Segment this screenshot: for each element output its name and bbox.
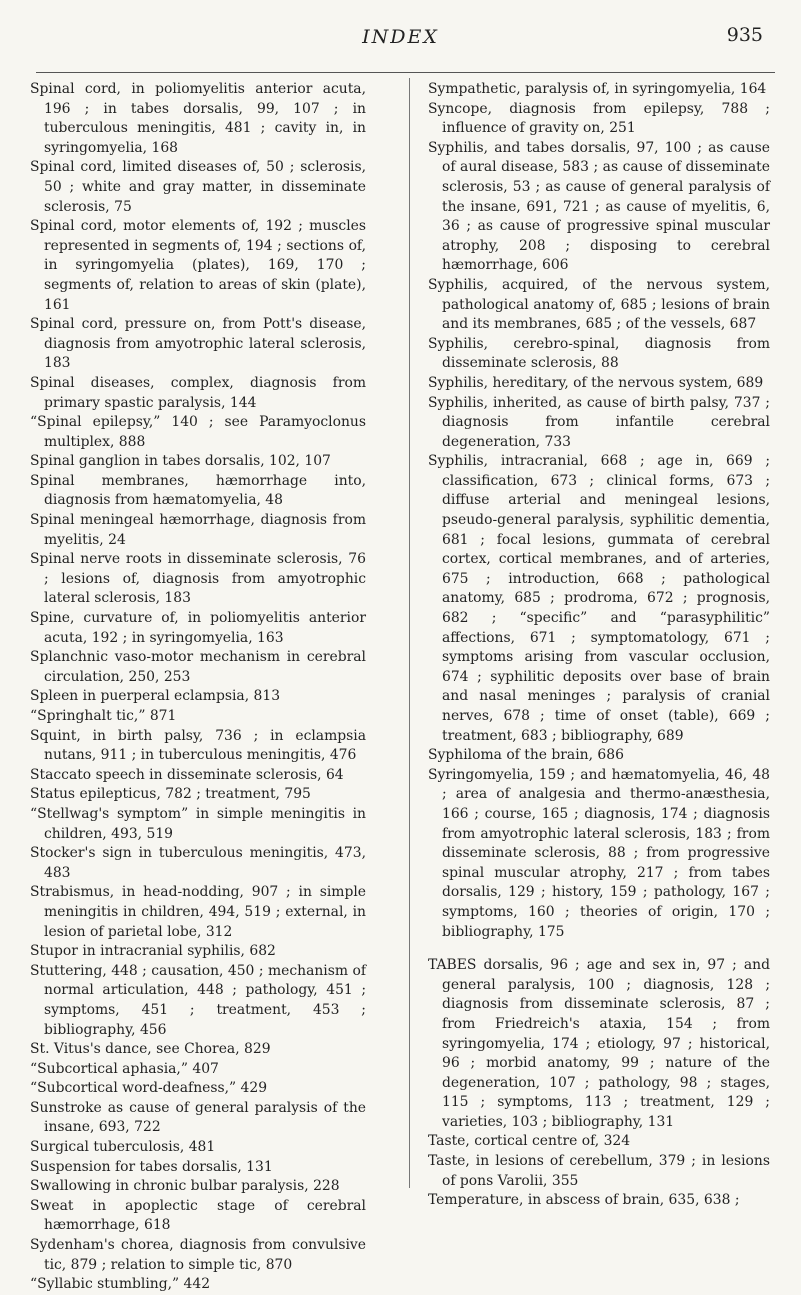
index-entry: TABES dorsalis, 96 ; age and sex in, 97 ; and general paralysis, 100 ; diagnosis, 128 ; diagnosis from disseminate sclerosis, 87 ; from Friedreich's ataxia, 154 ; from syringomyelia, 174 ; etiology, 97 ; historical, 96 ; morbid anatomy, 99 ; nature of the degeneration, 107 ; pathology, 98 ; stages, 115 ; symptoms, 113 ; treatment, 129 ; varieties, 103 ; bibliography, 131	[428, 957, 770, 1130]
index-entry: Spinal cord, in poliomyelitis anterior acuta, 196 ; in tabes dorsalis, 99, 107 ; in tuberculous meningitis, 481 ; cavity in, in syringomyelia, 168	[30, 81, 366, 156]
index-entry: Syphiloma of the brain, 686	[428, 747, 624, 764]
index-entry: Sunstroke as cause of general paralysis of the insane, 693, 722	[30, 1099, 366, 1136]
index-entry: Taste, cortical centre of, 324	[428, 1133, 631, 1150]
index-entry: Temperature, in abscess of brain, 635, 638 ;	[428, 1192, 740, 1209]
page-header	[20, 20, 781, 60]
index-entry: Syncope, diagnosis from epilepsy, 788 ; influence of gravity on, 251	[428, 100, 770, 137]
index-entry: “Syllabic stumbling,” 442	[30, 1276, 211, 1293]
index-entry: “Springhalt tic,” 871	[30, 708, 177, 724]
index-entry: Syphilis, intracranial, 668 ; age in, 669 ; classification, 673 ; clinical forms, 673 ; diffuse arterial and meningeal lesions, pseudo-general paralysis, syphilitic dementia, 681 ; focal lesions, gummata of cerebral cortex, cortical membranes, and of arteries, 675 ; introduction, 668 ; pathological anatomy, 685 ; prodroma, 672 ; prognosis, 682 ; “specific” and “parasyphilitic” affections, 671 ; symptomatology, 671 ; symptoms arising from vascular occlusion, 674 ; syphilitic deposits over base of brain and nasal meninges ; paralysis of cranial nerves, 678 ; time of onset (table), 669 ; treatment, 683 ; bibliography, 689	[428, 453, 770, 744]
index-entry: Spine, curvature of, in poliomyelitis anterior acuta, 192 ; in syringomyelia, 163	[30, 610, 366, 646]
index-entry: Syphilis, hereditary, of the nervous system, 689	[428, 374, 764, 391]
index-entry: Taste, in lesions of cerebellum, 379 ; in lesions of pons Varolii, 355	[428, 1153, 770, 1189]
index-entry: Spinal cord, motor elements of, 192 ; muscles represented in segments of, 194 ; sections of, in syringomyelia (plates), 169, 170 ; segments of, relation to areas of skin (plate), 161	[30, 218, 366, 313]
index-entry: “Subcortical word-deafness,” 429	[30, 1080, 268, 1097]
index-entry: Sympathetic, paralysis of, in syringomyelia, 164	[428, 81, 767, 97]
index-entry: Spinal cord, pressure on, from Pott's disease, diagnosis from amyotrophic lateral sclerosis, 183	[30, 316, 366, 372]
index-entry: Syringomyelia, 159 ; and hæmatomyelia, 46, 48 ; area of analgesia and thermo-anæsthesia, 166 ; course, 165 ; diagnosis, 174 ; diagnosis from amyotrophic lateral sclerosis, 183 ; from disseminate sclerosis, 88 ; from progressive spinal muscular atrophy, 217 ; from tabes dorsalis, 129 ; history, 159 ; pathology, 167 ; symptoms, 160 ; theories of origin, 170 ; bibliography, 175	[428, 766, 770, 940]
index-entry: Syphilis, inherited, as cause of birth palsy, 737 ; diagnosis from infantile cerebral degeneration, 733	[428, 394, 770, 450]
index-entry: Syphilis, and tabes dorsalis, 97, 100 ; as cause of aural disease, 583 ; as cause of disseminate sclerosis, 53 ; as cause of general paralysis of the insane, 691, 721 ; as cause of myelitis, 6, 36 ; as cause of progressive spinal muscular atrophy, 208 ; disposing to cerebral hæmorrhage, 606	[428, 139, 770, 274]
index-entry: Spinal membranes, hæmorrhage into, diagnosis from hæmatomyelia, 48	[30, 472, 366, 509]
index-entry: Syphilis, acquired, of the nervous system, pathological anatomy of, 685 ; lesions of brain and its membranes, 685 ; of the vessels, 687	[428, 276, 770, 333]
index-entry: Spinal cord, limited diseases of, 50 ; sclerosis, 50 ; white and gray matter, in disseminate sclerosis, 75	[30, 159, 366, 215]
index-entry: Stupor in intracranial syphilis, 682	[30, 943, 276, 960]
index-column-right	[428, 80, 770, 1211]
index-entry: Spinal diseases, complex, diagnosis from primary spastic paralysis, 144	[30, 374, 366, 411]
index-entry: “Stellwag's symptom” in simple meningitis in children, 493, 519	[30, 805, 366, 842]
index-entry: Syphilis, cerebro-spinal, diagnosis from disseminate sclerosis, 88	[428, 335, 770, 372]
index-entry: Swallowing in chronic bulbar paralysis, 228	[30, 1178, 340, 1195]
index-entry: Sweat in apoplectic stage of cerebral hæmorrhage, 618	[30, 1197, 366, 1234]
index-entry: Stocker's sign in tuberculous meningitis, 473, 483	[30, 845, 366, 881]
index-entry: “Spinal epilepsy,” 140 ; see Paramyoclonus multiplex, 888	[30, 414, 366, 450]
index-entry: Suspension for tabes dorsalis, 131	[30, 1158, 273, 1175]
index-entry: Surgical tuberculosis, 481	[30, 1139, 216, 1156]
index-entry: Spinal nerve roots in disseminate sclerosis, 76 ; lesions of, diagnosis from amyotrophic lateral sclerosis, 183	[30, 551, 366, 607]
index-column-left	[30, 80, 366, 1295]
index-entry: Sydenham's chorea, diagnosis from convulsive tic, 879 ; relation to simple tic, 870	[30, 1237, 366, 1273]
index-entry: Staccato speech in disseminate sclerosis, 64	[30, 766, 344, 783]
index-entry: Stuttering, 448 ; causation, 450 ; mechanism of normal articulation, 448 ; pathology, 451 ; symptoms, 451 ; treatment, 453 ; bibliography, 456	[30, 962, 366, 1038]
index-entry: St. Vitus's dance, see Chorea, 829	[30, 1041, 271, 1058]
index-entry: Spinal ganglion in tabes dorsalis, 102, 107	[30, 453, 331, 470]
index-entry: Spleen in puerperal eclampsia, 813	[30, 688, 281, 705]
index-entry: “Subcortical aphasia,” 407	[30, 1060, 219, 1077]
index-entry: Squint, in birth palsy, 736 ; in eclampsia nutans, 911 ; in tuberculous meningitis, 476	[30, 727, 366, 764]
index-entry: Spinal meningeal hæmorrhage, diagnosis from myelitis, 24	[30, 512, 366, 548]
index-entry: Status epilepticus, 782 ; treatment, 795	[30, 786, 311, 803]
index-entry: Splanchnic vaso-motor mechanism in cerebral circulation, 250, 253	[30, 649, 366, 685]
index-entry: Strabismus, in head-nodding, 907 ; in simple meningitis in children, 494, 519 ; external, in lesion of parietal lobe, 312	[30, 884, 366, 940]
column-divider	[409, 78, 410, 1188]
page-title: INDEX	[362, 26, 439, 48]
header-rule	[36, 72, 775, 73]
page-number: 935	[726, 24, 763, 46]
